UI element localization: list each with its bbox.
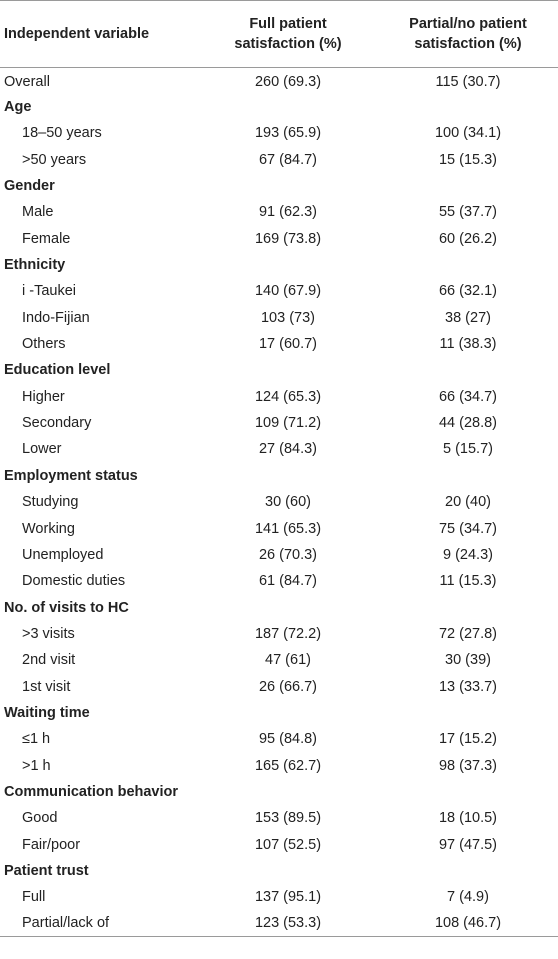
table-row <box>0 673 558 699</box>
full-satisfaction-cell: 47 (61) <box>265 652 311 669</box>
category-row <box>0 779 558 805</box>
partial-satisfaction-cell: 72 (27.8) <box>438 625 498 642</box>
table-row <box>0 410 558 436</box>
table-body <box>0 68 558 937</box>
header-full-satisfaction <box>198 1 378 68</box>
row-label: Domestic duties <box>22 573 126 590</box>
header-partial-satisfaction <box>378 1 558 68</box>
partial-satisfaction-cell: 108 (46.7) <box>378 911 558 937</box>
full-satisfaction-cell: 17 (60.7) <box>258 336 318 353</box>
category-row <box>0 252 558 278</box>
full-satisfaction-cell: 137 (95.1) <box>254 889 322 906</box>
row-label: Male <box>22 204 54 221</box>
full-satisfaction-cell: 141 (65.3) <box>254 520 322 537</box>
full-satisfaction-cell: 26 (70.3) <box>258 546 318 563</box>
table-row <box>0 226 558 252</box>
table-row <box>0 436 558 462</box>
table-row <box>0 726 558 752</box>
category-row <box>0 94 558 120</box>
row-label: Good <box>22 810 58 827</box>
full-satisfaction-cell: 187 (72.2) <box>254 625 322 642</box>
table-row <box>0 120 558 146</box>
partial-satisfaction-cell: 20 (40) <box>445 494 491 511</box>
row-label: Others <box>22 336 66 353</box>
header-full-line2: satisfaction (%) <box>234 36 342 52</box>
row-label: 18–50 years <box>22 125 102 142</box>
partial-satisfaction-cell: 98 (37.3) <box>438 757 498 774</box>
full-satisfaction-cell: 27 (84.3) <box>258 441 318 458</box>
category-label: Patient trust <box>4 862 89 879</box>
table-row <box>0 621 558 647</box>
partial-satisfaction-cell: 13 (33.7) <box>438 678 498 695</box>
table-row <box>0 647 558 673</box>
header-independent-variable: Independent variable <box>0 1 198 68</box>
partial-satisfaction-cell: 11 (15.3) <box>439 573 497 590</box>
header-partial-line2: satisfaction (%) <box>414 36 522 52</box>
table-row <box>0 199 558 225</box>
header-full-line1: Full patient <box>249 16 327 32</box>
table-row <box>0 489 558 515</box>
partial-satisfaction-cell: 18 (10.5) <box>438 810 498 827</box>
row-label: Studying <box>22 494 79 511</box>
full-satisfaction-cell: 107 (52.5) <box>254 836 322 853</box>
partial-satisfaction-cell: 11 (38.3) <box>439 336 497 353</box>
partial-satisfaction-cell: 60 (26.2) <box>438 230 498 247</box>
category-label: No. of visits to HC <box>4 599 129 616</box>
category-label: Age <box>4 99 32 116</box>
partial-satisfaction-cell: 5 (15.7) <box>443 441 493 458</box>
full-satisfaction-cell: 169 (73.8) <box>254 230 322 247</box>
partial-satisfaction-cell: 55 (37.7) <box>438 204 498 221</box>
category-label: Communication behavior <box>4 783 179 800</box>
overall-row <box>0 68 558 94</box>
category-label: Waiting time <box>4 704 90 721</box>
category-label: Education level <box>4 362 111 379</box>
table-row <box>0 147 558 173</box>
full-satisfaction-cell: 67 (84.7) <box>258 151 318 168</box>
row-label: Indo-Fijian <box>22 309 90 326</box>
full-satisfaction-cell: 30 (60) <box>265 494 311 511</box>
full-satisfaction-cell: 153 (89.5) <box>254 810 322 827</box>
partial-satisfaction-cell: 44 (28.8) <box>438 415 498 432</box>
full-satisfaction-cell: 91 (62.3) <box>258 204 318 221</box>
full-satisfaction-cell: 95 (84.8) <box>258 731 318 748</box>
full-satisfaction-cell: 260 (69.3) <box>254 73 322 90</box>
row-label: Unemployed <box>22 546 104 563</box>
full-satisfaction-cell: 193 (65.9) <box>254 125 322 142</box>
full-satisfaction-cell: 165 (62.7) <box>254 757 322 774</box>
category-label: Gender <box>4 178 55 195</box>
row-label: Full <box>22 889 46 906</box>
row-label: Secondary <box>22 415 92 432</box>
row-label: Higher <box>22 388 65 405</box>
partial-satisfaction-cell: 66 (32.1) <box>438 283 498 300</box>
table-row <box>0 911 558 937</box>
row-label: Lower <box>22 441 62 458</box>
header-partial-line1: Partial/no patient <box>409 16 527 32</box>
category-row <box>0 858 558 884</box>
category-row <box>0 173 558 199</box>
table-row <box>0 384 558 410</box>
header-row <box>0 1 558 68</box>
table-row <box>0 752 558 778</box>
row-label: Fair/poor <box>22 836 81 853</box>
table-row <box>0 831 558 857</box>
row-label: >50 years <box>22 151 87 168</box>
partial-satisfaction-cell: 38 (27) <box>445 309 491 326</box>
row-label: 1st visit <box>22 678 71 695</box>
partial-satisfaction-cell: 66 (34.7) <box>438 388 498 405</box>
row-label: 2nd visit <box>22 652 76 669</box>
row-label: Female <box>22 230 71 247</box>
category-label: Employment status <box>4 467 138 484</box>
category-row <box>0 357 558 383</box>
table-header <box>0 1 558 68</box>
category-label: Ethnicity <box>4 257 66 274</box>
table-row <box>0 884 558 910</box>
table-row <box>0 542 558 568</box>
partial-satisfaction-cell: 9 (24.3) <box>443 546 493 563</box>
partial-satisfaction-cell: 17 (15.2) <box>438 731 498 748</box>
partial-satisfaction-cell: 97 (47.5) <box>438 836 498 853</box>
row-label: >1 h <box>22 757 51 774</box>
partial-satisfaction-cell: 75 (34.7) <box>438 520 498 537</box>
full-satisfaction-cell: 61 (84.7) <box>258 573 318 590</box>
table-row <box>0 568 558 594</box>
row-label: >3 visits <box>22 625 75 642</box>
row-label: Partial/lack of <box>0 911 198 937</box>
row-label: Overall <box>4 73 50 90</box>
category-row <box>0 463 558 489</box>
row-label: Working <box>22 520 75 537</box>
full-satisfaction-cell: 109 (71.2) <box>254 415 322 432</box>
partial-satisfaction-cell: 15 (15.3) <box>438 151 498 168</box>
full-satisfaction-cell: 140 (67.9) <box>254 283 322 300</box>
partial-satisfaction-cell: 100 (34.1) <box>434 125 502 142</box>
partial-satisfaction-cell: 115 (30.7) <box>435 73 501 90</box>
partial-satisfaction-cell: 30 (39) <box>445 652 491 669</box>
table-row <box>0 278 558 304</box>
table-row <box>0 805 558 831</box>
row-label: ≤1 h <box>22 731 51 748</box>
category-row <box>0 594 558 620</box>
row-label: i -Taukei <box>22 283 76 300</box>
table-row <box>0 331 558 357</box>
table-row <box>0 515 558 541</box>
full-satisfaction-cell: 103 (73) <box>260 309 315 326</box>
full-satisfaction-cell: 123 (53.3) <box>198 911 378 937</box>
category-row <box>0 700 558 726</box>
full-satisfaction-cell: 26 (66.7) <box>258 678 318 695</box>
partial-satisfaction-cell: 7 (4.9) <box>447 889 489 906</box>
full-satisfaction-cell: 124 (65.3) <box>254 388 322 405</box>
table-row <box>0 305 558 331</box>
